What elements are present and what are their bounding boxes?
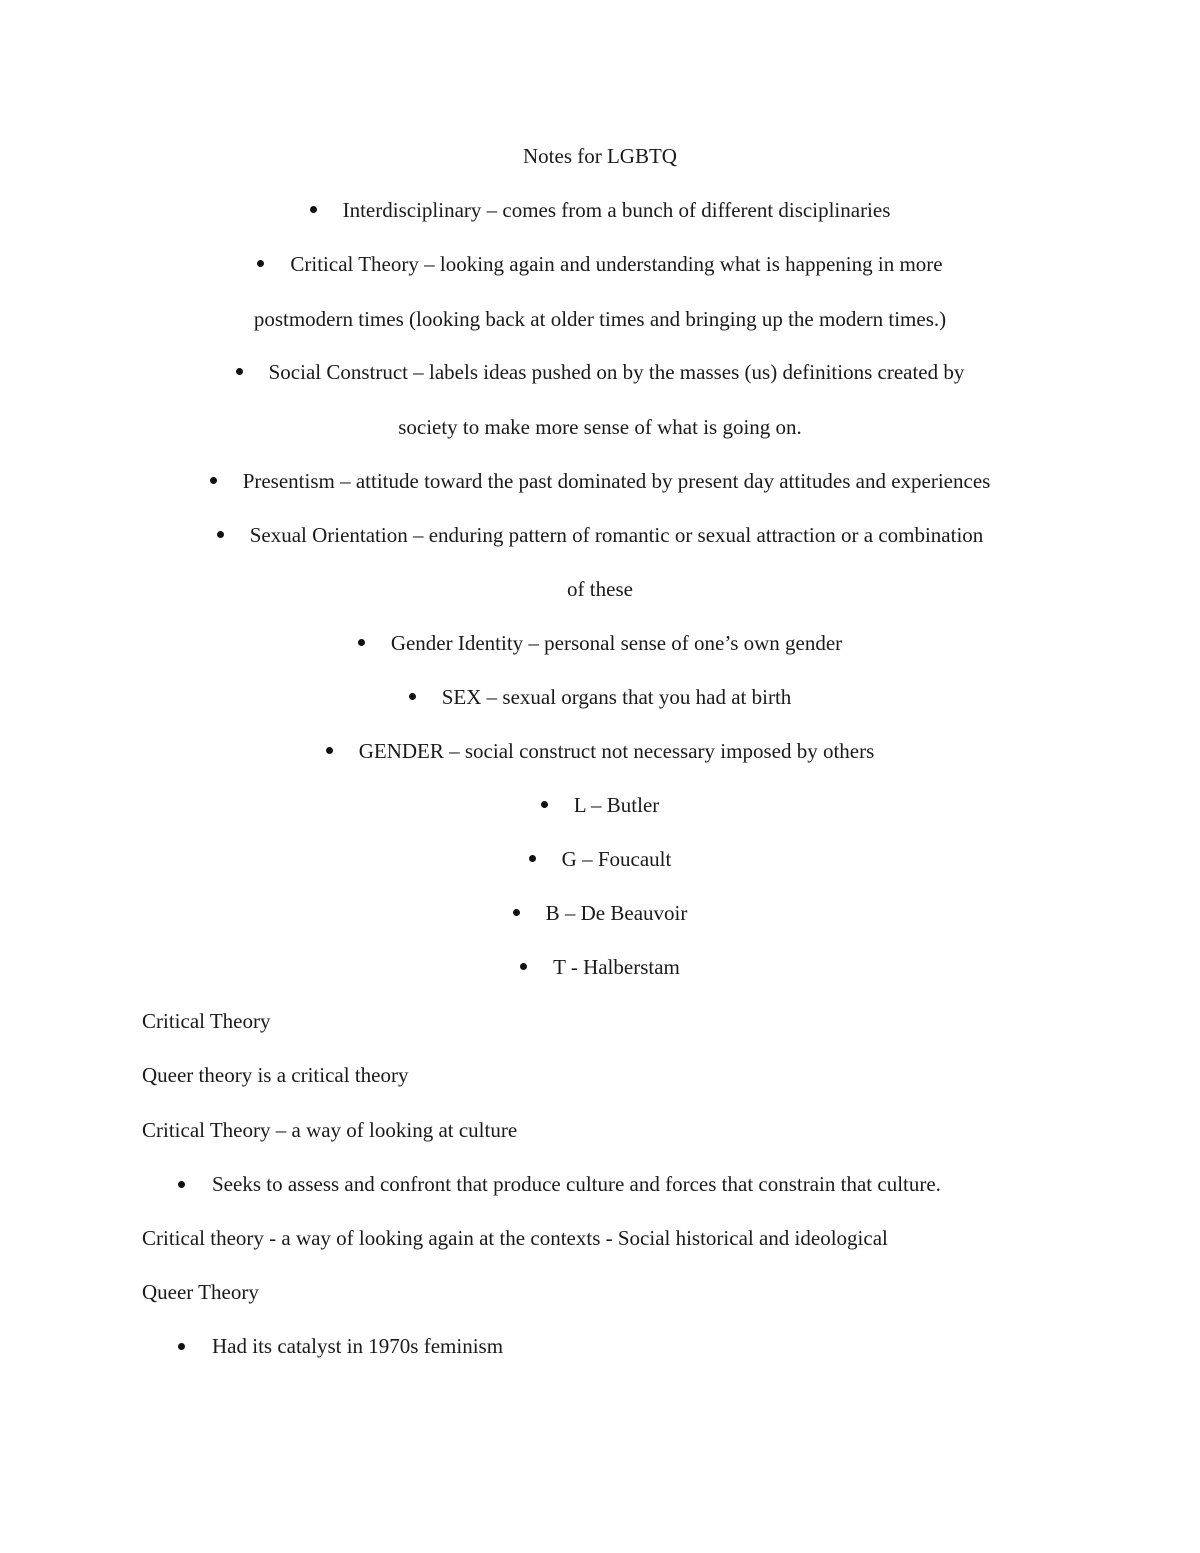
section-heading: Queer Theory xyxy=(142,1280,259,1304)
paragraph-line: Critical theory - a way of looking again at the contexts - Social historical and ideological xyxy=(142,1226,888,1250)
section-heading: Critical Theory xyxy=(142,1009,271,1033)
list-item: Sexual Orientation – enduring pattern of romantic or sexual attraction or a combination xyxy=(0,520,1200,550)
list-item: Social Construct – labels ideas pushed on by the masses (us) definitions created by xyxy=(0,357,1200,387)
bullet-icon xyxy=(210,477,217,484)
list-item: Seeks to assess and confront that produce culture and forces that constrain that culture. xyxy=(212,1169,941,1199)
list-item: T - Halberstam xyxy=(0,952,1200,982)
list-item: Critical Theory – looking again and understanding what is happening in more xyxy=(0,249,1200,279)
bullet-icon xyxy=(217,531,224,538)
page-title: Notes for LGBTQ xyxy=(523,144,677,168)
list-item: G – Foucault xyxy=(0,844,1200,874)
bullet-icon xyxy=(178,1343,185,1350)
list-item-continuation: postmodern times (looking back at older times and bringing up the modern times.) xyxy=(253,307,947,331)
list-item: Interdisciplinary – comes from a bunch of different disciplinaries xyxy=(0,195,1200,225)
list-item: SEX – sexual organs that you had at birth xyxy=(0,682,1200,712)
bullet-icon xyxy=(529,855,536,862)
bullet-icon xyxy=(178,1181,185,1188)
list-item: GENDER – social construct not necessary imposed by others xyxy=(0,736,1200,766)
list-item: Gender Identity – personal sense of one’s own gender xyxy=(0,628,1200,658)
bullet-icon xyxy=(326,747,333,754)
bullet-icon xyxy=(358,639,365,646)
list-item-continuation: society to make more sense of what is going on. xyxy=(398,415,802,439)
bullet-icon xyxy=(541,801,548,808)
list-item-continuation: of these xyxy=(567,577,633,601)
paragraph-line: Queer theory is a critical theory xyxy=(142,1063,409,1087)
bullet-icon xyxy=(513,909,520,916)
bullet-icon xyxy=(520,963,527,970)
list-item: Had its catalyst in 1970s feminism xyxy=(212,1331,503,1361)
bullet-icon xyxy=(236,368,243,375)
list-item: B – De Beauvoir xyxy=(0,898,1200,928)
bullet-icon xyxy=(257,260,264,267)
list-item: Presentism – attitude toward the past dominated by present day attitudes and experiences xyxy=(0,466,1200,496)
paragraph-line: Critical Theory – a way of looking at culture xyxy=(142,1118,518,1142)
list-item: L – Butler xyxy=(0,790,1200,820)
bullet-icon xyxy=(409,693,416,700)
bullet-icon xyxy=(310,206,317,213)
